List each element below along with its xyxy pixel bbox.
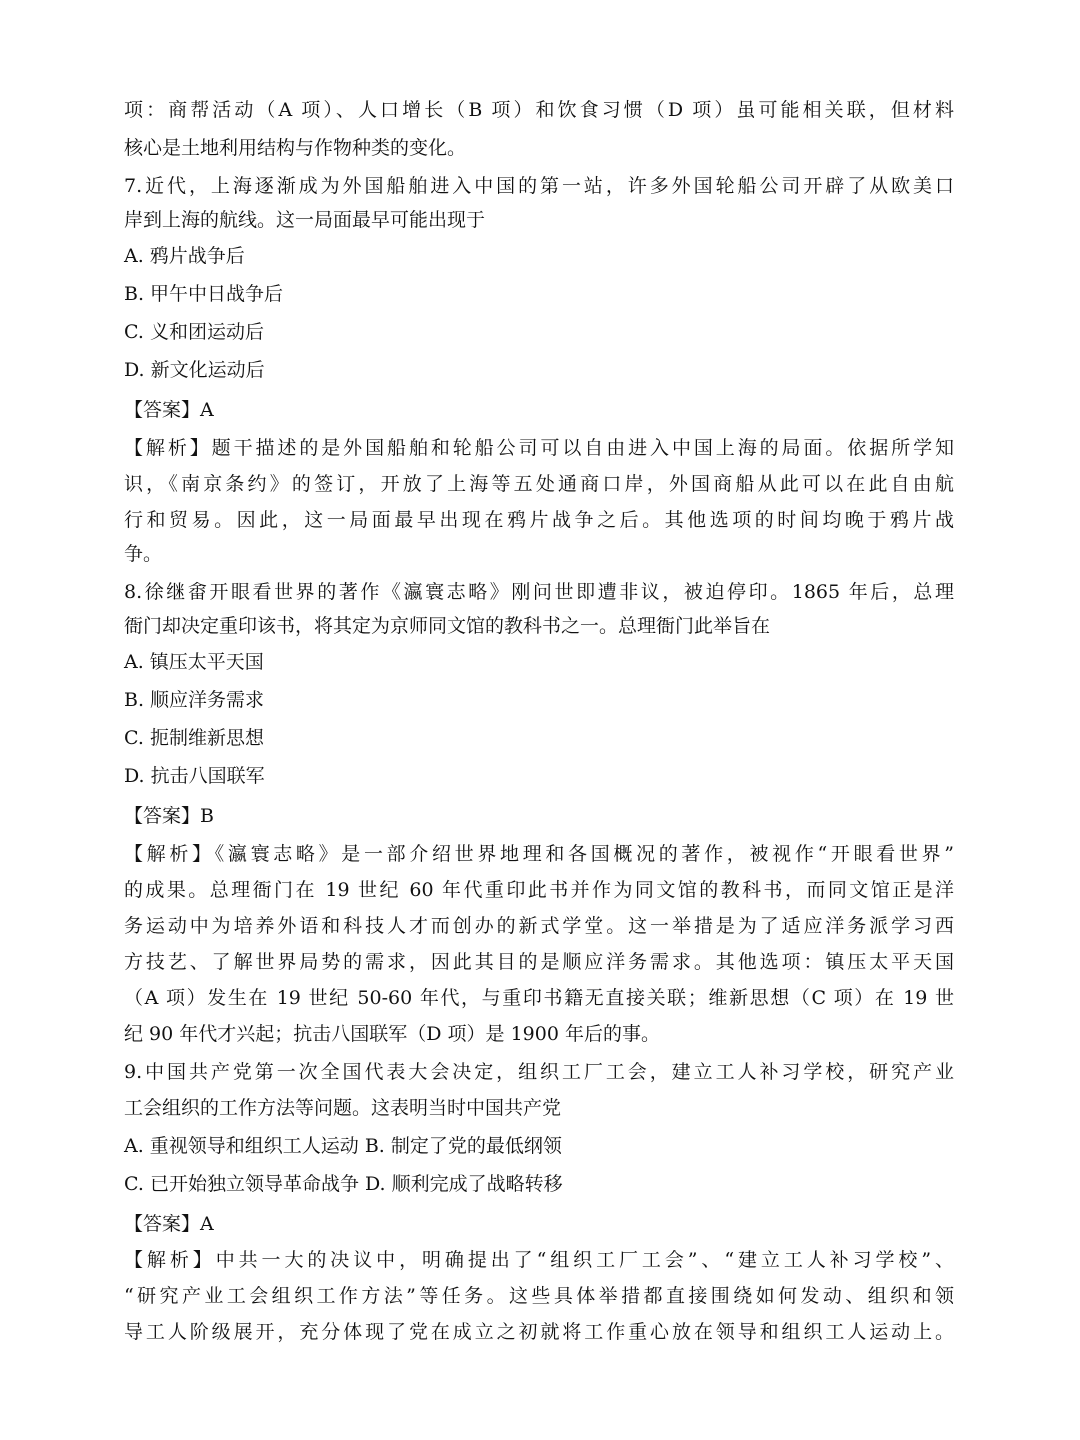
q9-stem-line-1: 9.中国共产党第一次全国代表大会决定，组织工厂工会，建立工人补习学校，研究产业 (124, 1061, 954, 1083)
q8-option-a: A. 镇压太平天国 (124, 651, 264, 673)
q8-analysis-line-6: 纪 90 年代才兴起；抗击八国联军（D 项）是 1900 年后的事。 (124, 1023, 660, 1045)
q7-stem-line-1: 7.近代，上海逐渐成为外国船舶进入中国的第一站，许多外国轮船公司开辟了从欧美口 (124, 175, 954, 197)
q8-answer: 【答案】B (124, 805, 214, 827)
q7-answer: 【答案】A (124, 399, 214, 421)
q7-option-a: A. 鸦片战争后 (124, 245, 245, 267)
prev-explanation-line-1: 项：商帮活动（A 项）、人口增长（B 项）和饮食习惯（D 项）虽可能相关联，但材料 (124, 99, 954, 121)
q7-option-b: B. 甲午中日战争后 (124, 283, 284, 305)
q7-option-d: D. 新文化运动后 (124, 359, 265, 381)
q9-analysis-line-1: 【解析】中共一大的决议中，明确提出了“组织工厂工会”、“建立工人补习学校”、 (124, 1249, 954, 1271)
q7-option-c: C. 义和团运动后 (124, 321, 264, 343)
q7-analysis-line-1: 【解析】题干描述的是外国船舶和轮船公司可以自由进入中国上海的局面。依据所学知 (124, 437, 954, 459)
q7-analysis-line-2: 识，《南京条约》的签订，开放了上海等五处通商口岸，外国商船从此可以在此自由航 (124, 473, 954, 495)
q7-analysis-line-3: 行和贸易。因此，这一局面最早出现在鸦片战争之后。其他选项的时间均晚于鸦片战 (124, 509, 954, 531)
q8-option-c: C. 扼制维新思想 (124, 727, 264, 749)
q8-stem-line-2: 衙门却决定重印该书，将其定为京师同文馆的教科书之一。总理衙门此举旨在 (124, 615, 771, 637)
q8-analysis-line-3: 务运动中为培养外语和科技人才而创办的新式学堂。这一举措是为了适应洋务派学习西 (124, 915, 954, 937)
q9-stem-line-2: 工会组织的工作方法等问题。这表明当时中国共产党 (124, 1097, 562, 1119)
q8-analysis-line-4: 方技艺、了解世界局势的需求，因此其目的是顺应洋务需求。其他选项：镇压太平天国 (124, 951, 954, 973)
q7-analysis-line-4: 争。 (124, 543, 163, 565)
q9-options-row-1: A. 重视领导和组织工人运动 B. 制定了党的最低纲领 (124, 1135, 562, 1157)
q9-analysis-line-3: 导工人阶级展开，充分体现了党在成立之初就将工作重心放在领导和组织工人运动上。 (124, 1321, 954, 1343)
q9-options-row-2: C. 已开始独立领导革命战争 D. 顺利完成了战略转移 (124, 1173, 563, 1195)
prev-explanation-line-2: 核心是土地利用结构与作物种类的变化。 (124, 137, 467, 159)
q8-stem-line-1: 8.徐继畬开眼看世界的著作《瀛寰志略》刚问世即遭非议，被迫停印。1865 年后，总理 (124, 581, 954, 603)
q8-analysis-line-1: 【解析】《瀛寰志略》是一部介绍世界地理和各国概况的著作，被视作“开眼看世界” (124, 843, 954, 865)
q9-answer: 【答案】A (124, 1213, 214, 1235)
q9-analysis-line-2: “研究产业工会组织工作方法”等任务。这些具体举措都直接围绕如何发动、组织和领 (124, 1285, 954, 1307)
q8-option-b: B. 顺应洋务需求 (124, 689, 265, 711)
q8-analysis-line-5: （A 项）发生在 19 世纪 50-60 年代，与重印书籍无直接关联；维新思想（C 项）在 19 世 (124, 987, 954, 1009)
q7-stem-line-2: 岸到上海的航线。这一局面最早可能出现于 (124, 209, 486, 231)
q8-analysis-line-2: 的成果。总理衙门在 19 世纪 60 年代重印此书并作为同文馆的教科书，而同文馆正是洋 (124, 879, 954, 901)
q8-option-d: D. 抗击八国联军 (124, 765, 265, 787)
